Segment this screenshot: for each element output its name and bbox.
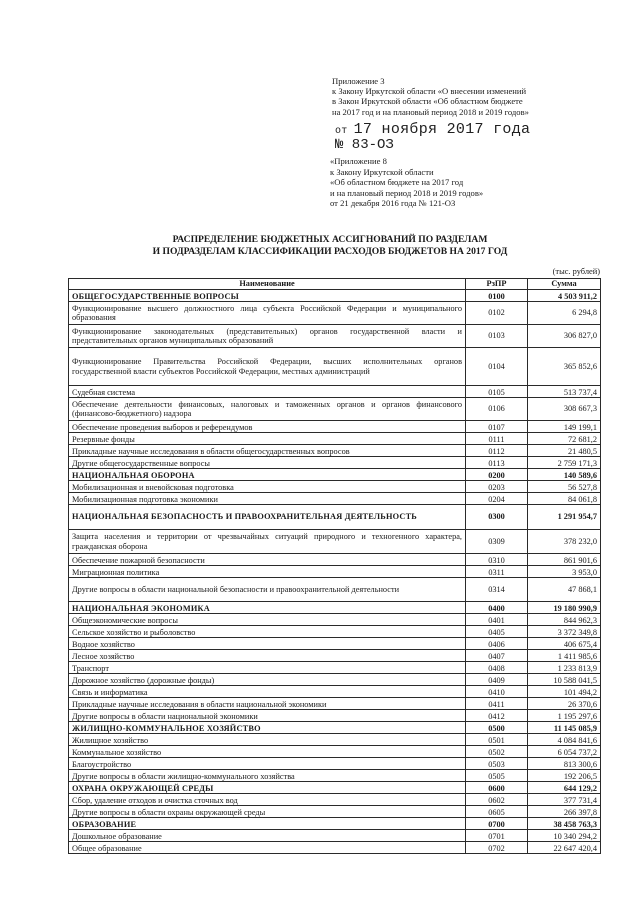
column-header-code: РзПР	[466, 279, 528, 290]
row-code: 0702	[466, 842, 528, 854]
row-sum: 266 397,8	[528, 806, 601, 818]
table-row	[69, 481, 601, 493]
table-row	[69, 830, 601, 842]
row-sum: 140 589,6	[528, 469, 601, 481]
row-name: Благоустройство	[69, 758, 466, 770]
row-sum: 72 681,2	[528, 433, 601, 445]
row-name: ОБРАЗОВАНИЕ	[69, 818, 466, 830]
row-sum: 11 145 085,9	[528, 722, 601, 734]
row-sum: 1 233 813,9	[528, 662, 601, 674]
row-code: 0111	[466, 433, 528, 445]
row-sum: 6 054 737,2	[528, 746, 601, 758]
row-code: 0409	[466, 674, 528, 686]
table-row	[69, 758, 601, 770]
stamp-prefix: от	[335, 126, 348, 137]
row-sum: 4 503 911,2	[528, 290, 601, 302]
row-name: Миграционная политика	[69, 566, 466, 578]
row-name: Обеспечение деятельности финансовых, налоговых и таможенных органов и органов финансового (финансово-бюджетного) надзора	[69, 398, 466, 421]
row-sum: 1 195 297,6	[528, 710, 601, 722]
appendix-reference	[330, 156, 630, 209]
row-code: 0700	[466, 818, 528, 830]
row-sum: 308 667,3	[528, 398, 601, 421]
table-row	[69, 554, 601, 566]
row-code: 0411	[466, 698, 528, 710]
header-line: Приложение 3	[332, 76, 385, 86]
table-row	[69, 386, 601, 398]
table-row	[69, 421, 601, 433]
row-name: ЖИЛИЩНО-КОММУНАЛЬНОЕ ХОЗЯЙСТВО	[69, 722, 466, 734]
table-row	[69, 806, 601, 818]
law-number-stamp: № 83-ОЗ	[335, 137, 394, 153]
row-code: 0105	[466, 386, 528, 398]
table-row	[69, 445, 601, 457]
row-name: ОХРАНА ОКРУЖАЮЩЕЙ СРЕДЫ	[69, 782, 466, 794]
row-code: 0102	[466, 302, 528, 325]
section-row	[69, 290, 601, 302]
row-name: Мобилизационная и вневойсковая подготовка	[69, 481, 466, 493]
row-code: 0103	[466, 325, 528, 348]
table-row	[69, 746, 601, 758]
document-title	[60, 234, 600, 257]
table-row	[69, 348, 601, 386]
row-name: Лесное хозяйство	[69, 650, 466, 662]
section-row	[69, 505, 601, 530]
section-row	[69, 602, 601, 614]
header-line: в Закон Иркутской области «Об областном бюджете	[332, 96, 523, 107]
row-code: 0605	[466, 806, 528, 818]
table-row	[69, 626, 601, 638]
row-code: 0400	[466, 602, 528, 614]
row-code: 0701	[466, 830, 528, 842]
row-sum: 56 527,8	[528, 481, 601, 493]
row-name: Мобилизационная подготовка экономики	[69, 493, 466, 505]
row-sum: 84 061,8	[528, 493, 601, 505]
row-name: Судебная система	[69, 386, 466, 398]
row-name: Резервные фонды	[69, 433, 466, 445]
table-row	[69, 770, 601, 782]
section-row	[69, 782, 601, 794]
row-sum: 149 199,1	[528, 421, 601, 433]
row-sum: 10 588 041,5	[528, 674, 601, 686]
table-row	[69, 433, 601, 445]
row-sum: 377 731,4	[528, 794, 601, 806]
header-line: на 2017 год и на плановый период 2018 и 2019 годов»	[332, 106, 529, 117]
row-name: Дорожное хозяйство (дорожные фонды)	[69, 674, 466, 686]
table-row	[69, 578, 601, 602]
row-code: 0602	[466, 794, 528, 806]
document-header	[332, 76, 632, 117]
section-row	[69, 722, 601, 734]
row-name: Другие вопросы в области жилищно-коммунального хозяйства	[69, 770, 466, 782]
table-row	[69, 566, 601, 578]
table-row	[69, 842, 601, 854]
row-code: 0407	[466, 650, 528, 662]
row-code: 0104	[466, 348, 528, 386]
row-name: Другие общегосударственные вопросы	[69, 457, 466, 469]
row-code: 0503	[466, 758, 528, 770]
row-name: Функционирование Правительства Российской Федерации, высших исполнительных органов государственной власти субъектов Российской Федерации, местных администраций	[69, 348, 466, 386]
row-sum: 6 294,8	[528, 302, 601, 325]
row-code: 0405	[466, 626, 528, 638]
row-sum: 844 962,3	[528, 614, 601, 626]
row-sum: 38 458 763,3	[528, 818, 601, 830]
row-name: Функционирование высшего должностного лица субъекта Российской Федерации и муниципального образования	[69, 302, 466, 325]
table-row	[69, 674, 601, 686]
column-header-name: Наименование	[69, 279, 466, 290]
row-sum: 21 480,5	[528, 445, 601, 457]
table-header-row	[69, 279, 601, 290]
row-code: 0408	[466, 662, 528, 674]
row-sum: 406 675,4	[528, 638, 601, 650]
table-row	[69, 493, 601, 505]
row-name: Сельское хозяйство и рыболовство	[69, 626, 466, 638]
row-sum: 2 759 171,3	[528, 457, 601, 469]
table-row	[69, 325, 601, 348]
row-sum: 22 647 420,4	[528, 842, 601, 854]
row-sum: 513 737,4	[528, 386, 601, 398]
row-sum: 306 827,0	[528, 325, 601, 348]
row-sum: 3 372 349,8	[528, 626, 601, 638]
row-code: 0311	[466, 566, 528, 578]
section-row	[69, 818, 601, 830]
title-line: РАСПРЕДЕЛЕНИЕ БЮДЖЕТНЫХ АССИГНОВАНИЙ ПО РАЗДЕЛАМ	[172, 234, 488, 245]
row-code: 0204	[466, 493, 528, 505]
row-code: 0100	[466, 290, 528, 302]
row-sum: 101 494,2	[528, 686, 601, 698]
row-name: Транспорт	[69, 662, 466, 674]
row-code: 0505	[466, 770, 528, 782]
row-name: Защита населения и территории от чрезвычайных ситуаций природного и техногенного характера, гражданская оборона	[69, 530, 466, 554]
row-name: Обеспечение проведения выборов и референдумов	[69, 421, 466, 433]
row-sum: 4 084 841,6	[528, 734, 601, 746]
row-code: 0410	[466, 686, 528, 698]
row-name: Другие вопросы в области национальной экономики	[69, 710, 466, 722]
table-row	[69, 686, 601, 698]
law-date-stamp	[335, 121, 530, 138]
table-row	[69, 734, 601, 746]
row-code: 0314	[466, 578, 528, 602]
row-code: 0107	[466, 421, 528, 433]
row-name: НАЦИОНАЛЬНАЯ ОБОРОНА	[69, 469, 466, 481]
row-name: Обеспечение пожарной безопасности	[69, 554, 466, 566]
row-name: Общеэкономические вопросы	[69, 614, 466, 626]
row-name: ОБЩЕГОСУДАРСТВЕННЫЕ ВОПРОСЫ	[69, 290, 466, 302]
row-name: НАЦИОНАЛЬНАЯ БЕЗОПАСНОСТЬ И ПРАВООХРАНИТЕЛЬНАЯ ДЕЯТЕЛЬНОСТЬ	[69, 505, 466, 530]
table-row	[69, 698, 601, 710]
row-name: Другие вопросы в области охраны окружающей среды	[69, 806, 466, 818]
row-code: 0300	[466, 505, 528, 530]
row-name: Жилищное хозяйство	[69, 734, 466, 746]
row-code: 0600	[466, 782, 528, 794]
reference-line: «Приложение 8	[330, 156, 387, 166]
row-code: 0112	[466, 445, 528, 457]
table-row	[69, 710, 601, 722]
title-line: И ПОДРАЗДЕЛАМ КЛАССИФИКАЦИИ РАСХОДОВ БЮДЖЕТОВ НА 2017 ГОД	[152, 245, 508, 257]
row-sum: 378 232,0	[528, 530, 601, 554]
budget-table	[68, 278, 601, 854]
row-sum: 1 291 954,7	[528, 505, 601, 530]
row-name: Прикладные научные исследования в области общегосударственных вопросов	[69, 445, 466, 457]
row-name: Дошкольное образование	[69, 830, 466, 842]
reference-line: и на плановый период 2018 и 2019 годов»	[330, 187, 484, 198]
reference-line: «Об областном бюджете на 2017 год	[330, 177, 464, 188]
row-code: 0500	[466, 722, 528, 734]
row-sum: 644 129,2	[528, 782, 601, 794]
row-name: Связь и информатика	[69, 686, 466, 698]
row-code: 0502	[466, 746, 528, 758]
table-row	[69, 794, 601, 806]
table-row	[69, 530, 601, 554]
row-sum: 26 370,6	[528, 698, 601, 710]
row-sum: 19 180 990,9	[528, 602, 601, 614]
row-code: 0309	[466, 530, 528, 554]
stamp-date: 17 ноября 2017 года	[353, 121, 531, 138]
row-code: 0501	[466, 734, 528, 746]
row-sum: 10 340 294,2	[528, 830, 601, 842]
table-row	[69, 398, 601, 421]
row-name: Водное хозяйство	[69, 638, 466, 650]
row-name: Другие вопросы в области национальной безопасности и правоохранительной деятельности	[69, 578, 466, 602]
units-label: (тыс. рублей)	[552, 267, 600, 276]
row-code: 0406	[466, 638, 528, 650]
row-sum: 861 901,6	[528, 554, 601, 566]
row-sum: 47 868,1	[528, 578, 601, 602]
row-sum: 1 411 985,6	[528, 650, 601, 662]
row-sum: 3 953,0	[528, 566, 601, 578]
row-code: 0401	[466, 614, 528, 626]
reference-line: к Закону Иркутской области	[330, 166, 434, 177]
reference-line: от 21 декабря 2016 года № 121-ОЗ	[330, 198, 456, 209]
section-row	[69, 469, 601, 481]
row-code: 0412	[466, 710, 528, 722]
row-name: Коммунальное хозяйство	[69, 746, 466, 758]
row-code: 0113	[466, 457, 528, 469]
row-sum: 365 852,6	[528, 348, 601, 386]
column-header-sum: Сумма	[528, 279, 601, 290]
table-row	[69, 662, 601, 674]
row-name: НАЦИОНАЛЬНАЯ ЭКОНОМИКА	[69, 602, 466, 614]
header-line: к Закону Иркутской области «О внесении изменений	[332, 86, 527, 97]
table-row	[69, 614, 601, 626]
table-row	[69, 638, 601, 650]
table-row	[69, 457, 601, 469]
row-sum: 192 206,5	[528, 770, 601, 782]
row-code: 0200	[466, 469, 528, 481]
row-code: 0203	[466, 481, 528, 493]
row-name: Сбор, удаление отходов и очистка сточных вод	[69, 794, 466, 806]
table-row	[69, 650, 601, 662]
table-row	[69, 302, 601, 325]
row-name: Прикладные научные исследования в области национальной экономики	[69, 698, 466, 710]
row-code: 0310	[466, 554, 528, 566]
row-name: Функционирование законодательных (представительных) органов государственной власти и представительных органов муниципальных образований	[69, 325, 466, 348]
row-sum: 813 300,6	[528, 758, 601, 770]
row-code: 0106	[466, 398, 528, 421]
row-name: Общее образование	[69, 842, 466, 854]
